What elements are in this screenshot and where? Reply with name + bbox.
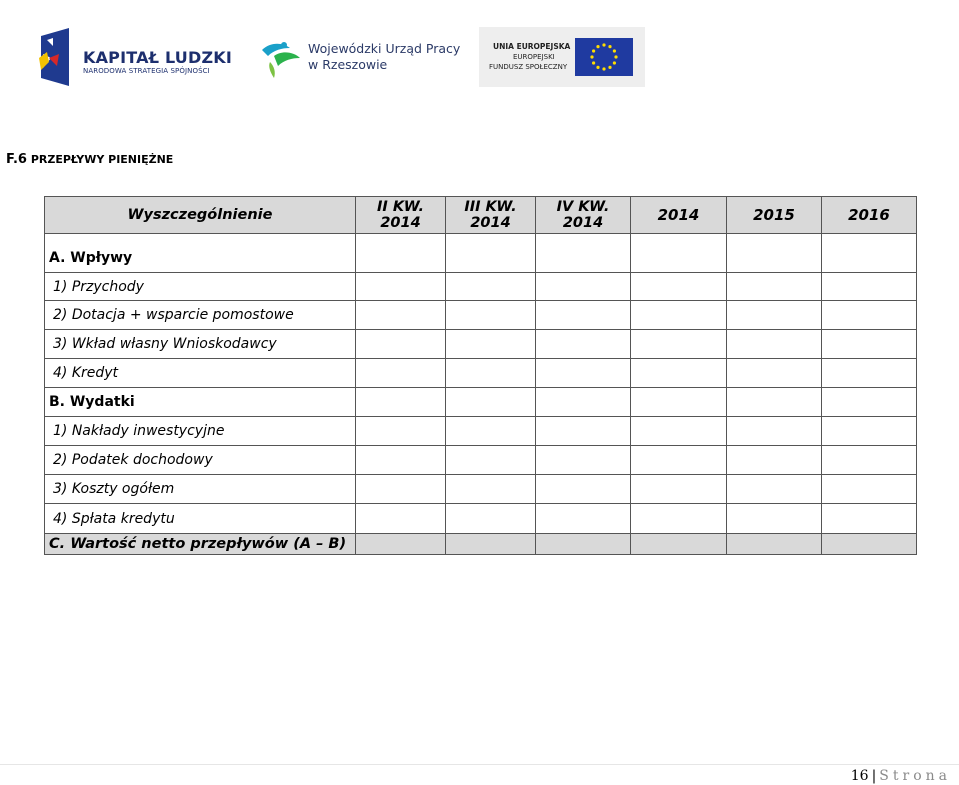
wup-name-line1: Wojewódzki Urząd Pracy xyxy=(308,41,461,56)
input-cell[interactable] xyxy=(446,359,536,388)
input-cell[interactable] xyxy=(446,330,536,359)
footer-divider xyxy=(0,764,959,765)
row-label: 2) Podatek dochodowy xyxy=(45,446,356,475)
input-cell[interactable] xyxy=(356,388,446,417)
section-heading xyxy=(6,152,173,167)
input-cell[interactable] xyxy=(822,359,917,388)
table-row xyxy=(45,273,917,301)
row-label: 1) Nakłady inwestycyjne xyxy=(45,417,356,446)
input-cell[interactable] xyxy=(536,534,631,555)
wup-bird-icon xyxy=(260,36,302,78)
input-cell[interactable] xyxy=(727,359,822,388)
input-cell[interactable] xyxy=(356,301,446,330)
column-header-q3 xyxy=(446,197,536,234)
ue-line2: EUROPEJSKI xyxy=(513,53,555,61)
input-cell[interactable] xyxy=(631,534,727,555)
column-header-2014: 2014 xyxy=(631,197,727,234)
cash-flow-table xyxy=(44,196,917,555)
row-label: 3) Wkład własny Wnioskodawcy xyxy=(45,330,356,359)
input-cell[interactable] xyxy=(631,273,727,301)
row-label: 3) Koszty ogółem xyxy=(45,475,356,504)
table-row-total xyxy=(45,534,917,555)
input-cell[interactable] xyxy=(727,330,822,359)
input-cell[interactable] xyxy=(536,301,631,330)
input-cell[interactable] xyxy=(356,417,446,446)
input-cell[interactable] xyxy=(356,330,446,359)
input-cell[interactable] xyxy=(727,388,822,417)
logo-wup-rzeszow xyxy=(260,36,460,80)
row-label: 4) Spłata kredytu xyxy=(45,504,356,534)
input-cell[interactable] xyxy=(356,475,446,504)
input-cell[interactable] xyxy=(822,417,917,446)
input-cell[interactable] xyxy=(631,504,727,534)
table-row xyxy=(45,417,917,446)
input-cell[interactable] xyxy=(356,504,446,534)
column-header-line1: IV KW. xyxy=(556,199,610,215)
input-cell[interactable] xyxy=(822,446,917,475)
input-cell[interactable] xyxy=(446,273,536,301)
input-cell[interactable] xyxy=(727,446,822,475)
input-cell[interactable] xyxy=(727,534,822,555)
input-cell[interactable] xyxy=(727,417,822,446)
row-label: C. Wartość netto przepływów (A – B) xyxy=(45,534,356,555)
kapital-ludzki-title: KAPITAŁ LUDZKI xyxy=(83,48,233,67)
input-cell[interactable] xyxy=(356,534,446,555)
input-cell[interactable] xyxy=(822,504,917,534)
input-cell[interactable] xyxy=(822,273,917,301)
page-word: Strona xyxy=(879,768,951,784)
column-header-q4 xyxy=(536,197,631,234)
ue-line3: FUNDUSZ SPOŁECZNY xyxy=(489,63,568,71)
page-number: 16 xyxy=(850,768,869,784)
column-header-line1: II KW. xyxy=(377,199,424,215)
table-row xyxy=(45,330,917,359)
input-cell[interactable] xyxy=(446,234,536,273)
input-cell[interactable] xyxy=(536,273,631,301)
table-row xyxy=(45,446,917,475)
input-cell[interactable] xyxy=(822,475,917,504)
kapital-ludzki-emblem-icon xyxy=(37,28,73,88)
input-cell[interactable] xyxy=(536,359,631,388)
input-cell[interactable] xyxy=(356,359,446,388)
row-label: 2) Dotacja + wsparcie pomostowe xyxy=(45,301,356,330)
table-row xyxy=(45,475,917,504)
input-cell[interactable] xyxy=(446,417,536,446)
table-row xyxy=(45,301,917,330)
table-row xyxy=(45,359,917,388)
input-cell[interactable] xyxy=(356,273,446,301)
ue-line1: UNIA EUROPEJSKA xyxy=(493,42,571,51)
input-cell[interactable] xyxy=(727,475,822,504)
input-cell[interactable] xyxy=(631,301,727,330)
row-label: B. Wydatki xyxy=(45,388,356,417)
footer-separator: | xyxy=(871,768,877,784)
table-header-row xyxy=(45,197,917,234)
input-cell[interactable] xyxy=(631,234,727,273)
input-cell[interactable] xyxy=(631,330,727,359)
input-cell[interactable] xyxy=(631,417,727,446)
row-label: 4) Kredyt xyxy=(45,359,356,388)
input-cell[interactable] xyxy=(536,446,631,475)
input-cell[interactable] xyxy=(631,446,727,475)
wup-name-line2: w Rzeszowie xyxy=(308,57,388,72)
input-cell[interactable] xyxy=(536,504,631,534)
header-logos xyxy=(0,0,959,100)
column-header-line2: 2014 xyxy=(380,215,421,231)
section-title-text: PRZEPŁYWY PIENIĘŻNE xyxy=(30,153,174,166)
input-cell[interactable] xyxy=(822,534,917,555)
table-body xyxy=(45,234,917,555)
input-cell[interactable] xyxy=(631,475,727,504)
row-label: 1) Przychody xyxy=(45,273,356,301)
input-cell[interactable] xyxy=(446,475,536,504)
input-cell[interactable] xyxy=(536,475,631,504)
column-header-label: Wyszczególnienie xyxy=(45,197,356,234)
input-cell[interactable] xyxy=(822,234,917,273)
column-header-line2: 2014 xyxy=(562,215,604,231)
input-cell[interactable] xyxy=(356,446,446,475)
logo-unia-europejska xyxy=(479,27,645,87)
input-cell[interactable] xyxy=(822,301,917,330)
input-cell[interactable] xyxy=(727,273,822,301)
input-cell[interactable] xyxy=(822,330,917,359)
input-cell[interactable] xyxy=(446,446,536,475)
input-cell[interactable] xyxy=(356,234,446,273)
input-cell[interactable] xyxy=(536,234,631,273)
input-cell[interactable] xyxy=(822,388,917,417)
input-cell[interactable] xyxy=(446,504,536,534)
kapital-ludzki-subtitle: NARODOWA STRATEGIA SPÓJNOŚCI xyxy=(83,67,210,75)
input-cell[interactable] xyxy=(631,388,727,417)
table-row xyxy=(45,504,917,534)
page-footer xyxy=(851,768,951,784)
input-cell[interactable] xyxy=(727,504,822,534)
input-cell[interactable] xyxy=(536,388,631,417)
column-header-line2: 2014 xyxy=(470,215,511,231)
section-number: F.6 xyxy=(6,152,27,167)
input-cell[interactable] xyxy=(727,301,822,330)
logo-kapital-ludzki xyxy=(37,28,233,90)
column-header-2015: 2015 xyxy=(727,197,822,234)
table-row xyxy=(45,388,917,417)
input-cell[interactable] xyxy=(446,388,536,417)
input-cell[interactable] xyxy=(446,301,536,330)
input-cell[interactable] xyxy=(727,234,822,273)
input-cell[interactable] xyxy=(536,417,631,446)
eu-flag-icon xyxy=(575,38,633,76)
table-row xyxy=(45,234,917,273)
row-label: A. Wpływy xyxy=(45,234,356,273)
column-header-line1: III KW. xyxy=(464,199,517,215)
column-header-2016: 2016 xyxy=(822,197,917,234)
input-cell[interactable] xyxy=(631,359,727,388)
input-cell[interactable] xyxy=(536,330,631,359)
column-header-q2 xyxy=(356,197,446,234)
input-cell[interactable] xyxy=(446,534,536,555)
